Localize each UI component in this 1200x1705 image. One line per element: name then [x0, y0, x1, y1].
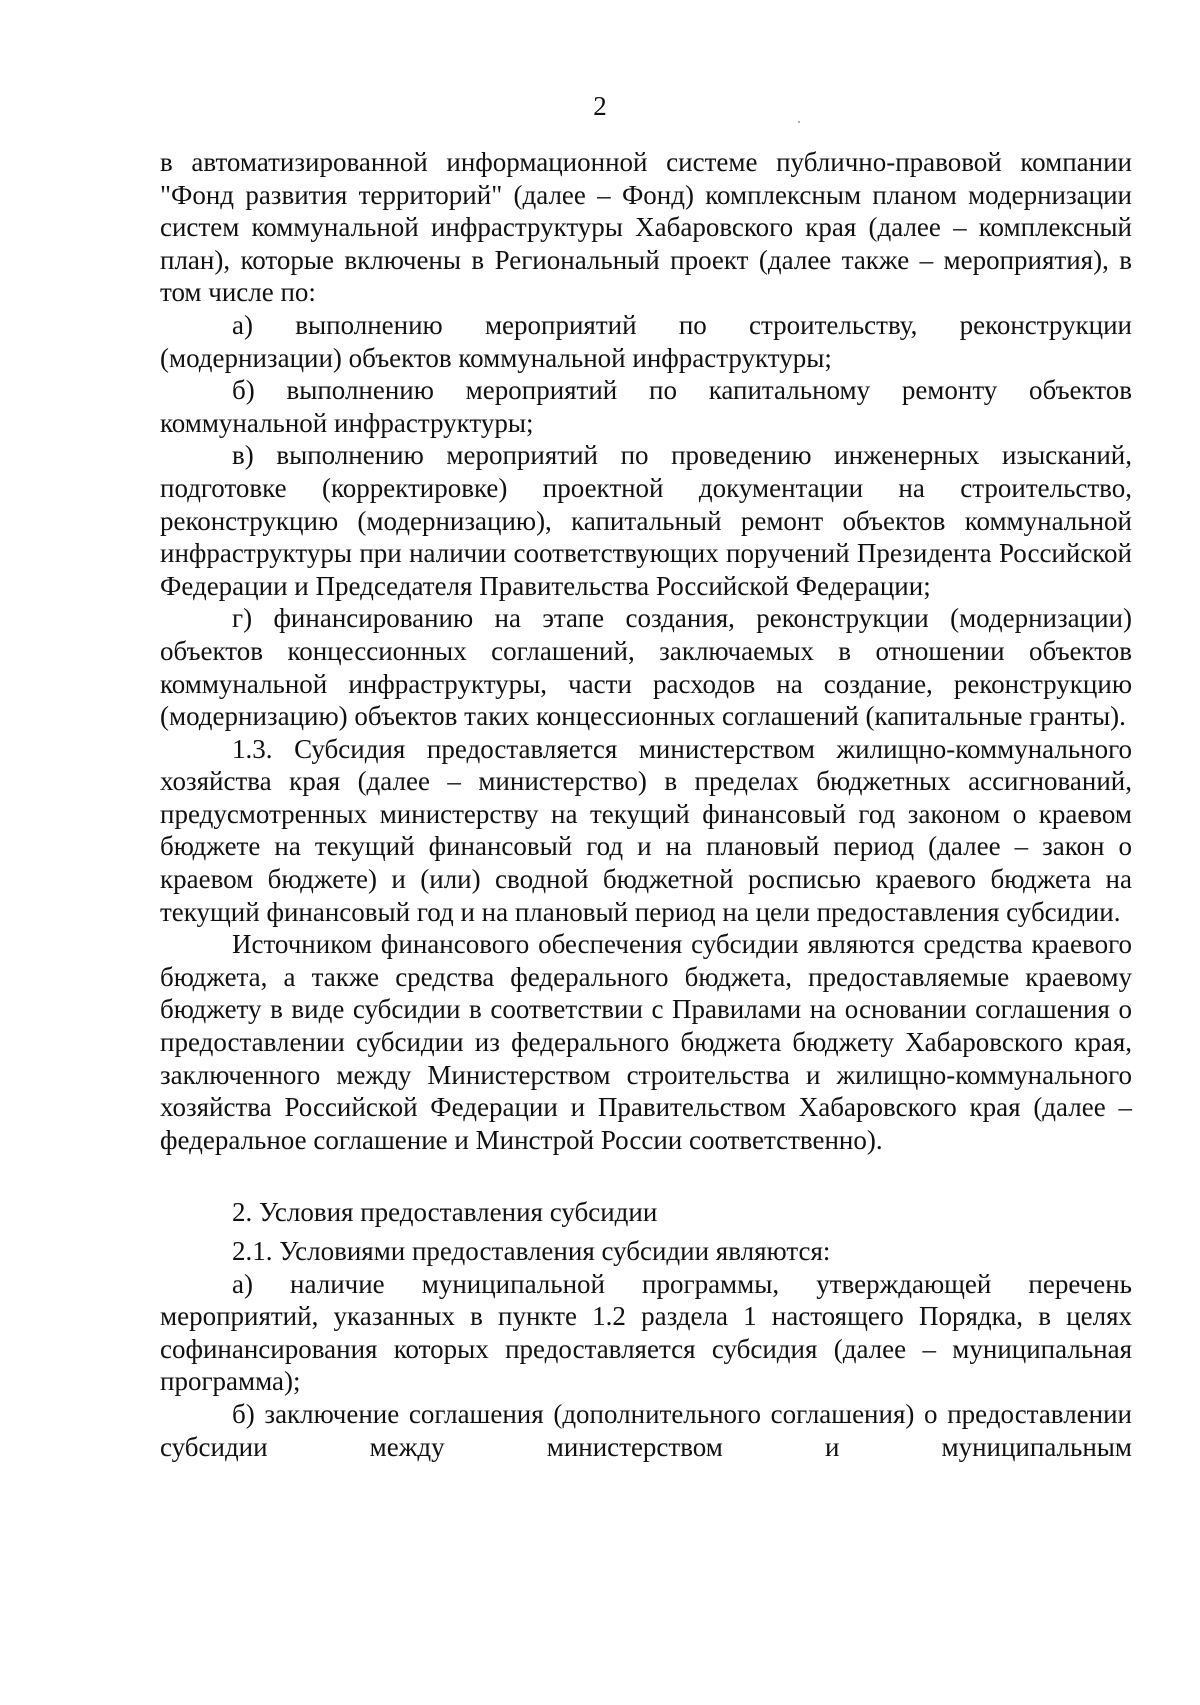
paragraph-intro: в автоматизированной информационной системе публично-правовой компании "Фонд развития территорий" (далее – Фонд) комплексным планом модернизации систем коммунальной инфраструктуры Хабаровского края (далее – комплексный план), которые включены в Региональный проект (далее также – мероприятия), в том числе по:: [160, 147, 1132, 308]
paragraph-condition-b: б) заключение соглашения (дополнительного соглашения) о предоставлении субсидии между министерством и муниципальным: [160, 1398, 1132, 1462]
document-body: [160, 146, 1132, 1463]
section-heading: 2. Условия предоставления субсидии: [232, 1197, 658, 1228]
paragraph-2-1: 2.1. Условиями предоставления субсидии являются:: [232, 1236, 831, 1266]
scan-speck: [798, 121, 800, 123]
paragraph-1-3: 1.3. Субсидия предоставляется министерством жилищно-коммунального хозяйства края (далее – министерство) в пределах бюджетных ассигнований, предусмотренных министерству на текущий финансовый год законом о краевом бюджете на текущий финансовый год и на плановый период (далее – закон о краевом бюджете) и (или) сводной бюджетной росписью краевого бюджета на текущий финансовый год и на плановый период на цели предоставления субсидии.: [160, 733, 1132, 927]
paragraph-item-a: а) выполнению мероприятий по строительству, реконструкции (модернизации) объектов коммунальной инфраструктуры;: [160, 309, 1132, 373]
paragraph-condition-a: а) наличие муниципальной программы, утверждающей перечень мероприятий, указанных в пункте 1.2 раздела 1 настоящего Порядка, в целях софинансирования которых предоставляется субсидия (далее – муниципальная программа);: [160, 1268, 1132, 1397]
paragraph-item-g: г) финансированию на этапе создания, реконструкции (модернизации) объектов концессионных соглашений, заключаемых в отношении объектов коммунальной инфраструктуры, части расходов на создание, реконструкцию (модернизацию) объектов таких концессионных соглашений (капитальные гранты).: [160, 603, 1132, 732]
page-number: 2: [593, 91, 607, 121]
paragraph-item-v: в) выполнению мероприятий по проведению инженерных изысканий, подготовке (корректировке) проектной документации на строительство, реконструкцию (модернизацию), капитальный ремонт объектов коммунальной инфраструктуры при наличии соответствующих поручений Президента Российской Федерации и Председателя Правительства Российской Федерации;: [160, 440, 1132, 601]
paragraph-funding-source: Источником финансового обеспечения субсидии являются средства краевого бюджета, а также средства федерального бюджета, предоставляемые краевому бюджету в виде субсидии в соответствии с Правилами на основании соглашения о предоставлении субсидии из федерального бюджета бюджету Хабаровского края, заключенного между Министерством строительства и жилищно-коммунального хозяйства Российской Федерации и Правительством Хабаровского края (далее – федеральное соглашение и Минстрой России соответственно).: [160, 929, 1132, 1155]
paragraph-item-b: б) выполнению мероприятий по капитальному ремонту объектов коммунальной инфраструктуры;: [160, 375, 1132, 438]
